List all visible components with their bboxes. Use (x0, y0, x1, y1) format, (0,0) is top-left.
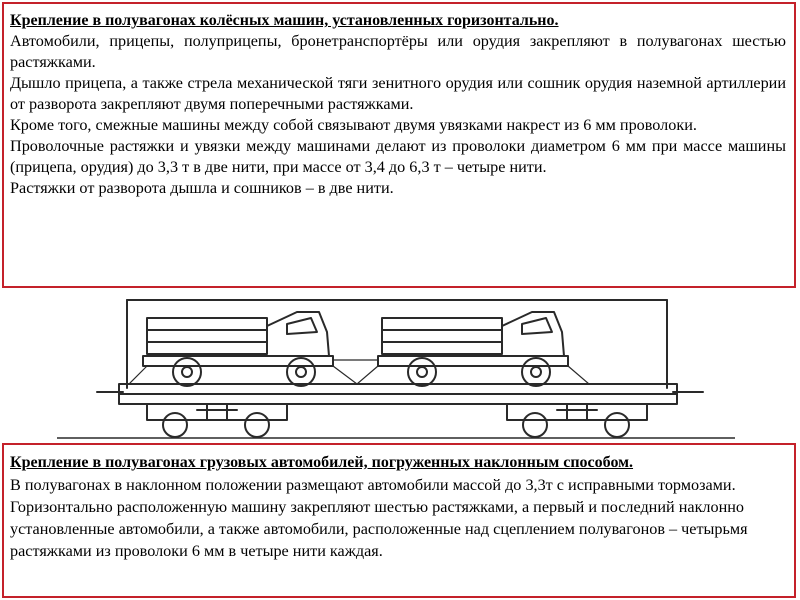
top-panel-title: Крепление в полувагонах колёсных машин, установленных горизонтально. (10, 12, 559, 29)
bottom-paragraph-2: Горизонтально расположенную машину закрепляют шестью растяжками, а первый и последний наклонно установленные автомобили, а также автомобили, расположенные над сцеплением полувагонов – четырьмя растяжками из проволоки 6 мм в четыре нити каждая. (10, 498, 748, 560)
bottom-paragraph-1: В полувагонах в наклонном положении размещают автомобили массой до 3,3т с исправными тормозами. (10, 476, 736, 494)
top-paragraph-4: Проволочные растяжки и увязки между машинами делают из проволоки диаметром 6 мм при массе машины (прицепа, орудия) до 3,3 т в две нити, при массе от 3,4 до 6,3 т – четыре нити. (10, 137, 786, 176)
bottom-panel-title: Крепление в полувагонах грузовых автомобилей, погруженных наклонным способом. (10, 454, 634, 471)
bogie-left (147, 404, 287, 437)
gondola-floor (119, 384, 677, 394)
truck-right-body (382, 318, 502, 354)
railcar-sketch (57, 280, 735, 443)
truck-right (378, 312, 568, 386)
truck-left (143, 312, 333, 386)
top-paragraph-5: Растяжки от разворота дышла и сошников – в две нити. (10, 179, 394, 197)
bogie-right (507, 404, 647, 437)
truck-left-body (147, 318, 267, 354)
top-text-panel (2, 2, 796, 288)
top-paragraph-3: Кроме того, смежные машины между собой связывают двумя увязками накрест из 6 мм проволоки. (10, 116, 697, 134)
railcar-with-trucks-drawing (57, 280, 735, 443)
underframe (119, 394, 677, 404)
bottom-text-panel (2, 443, 796, 598)
top-paragraph-2: Дышло прицепа, а также стрела механической тяги зенитного орудия или сошник орудия наземной артиллерии от разворота закрепляют двумя поперечными растяжками. (10, 74, 786, 113)
top-paragraph-1: Автомобили, прицепы, полуприцепы, бронетранспортёры или орудия закрепляют в полувагонах шестью растяжками. (10, 32, 786, 71)
